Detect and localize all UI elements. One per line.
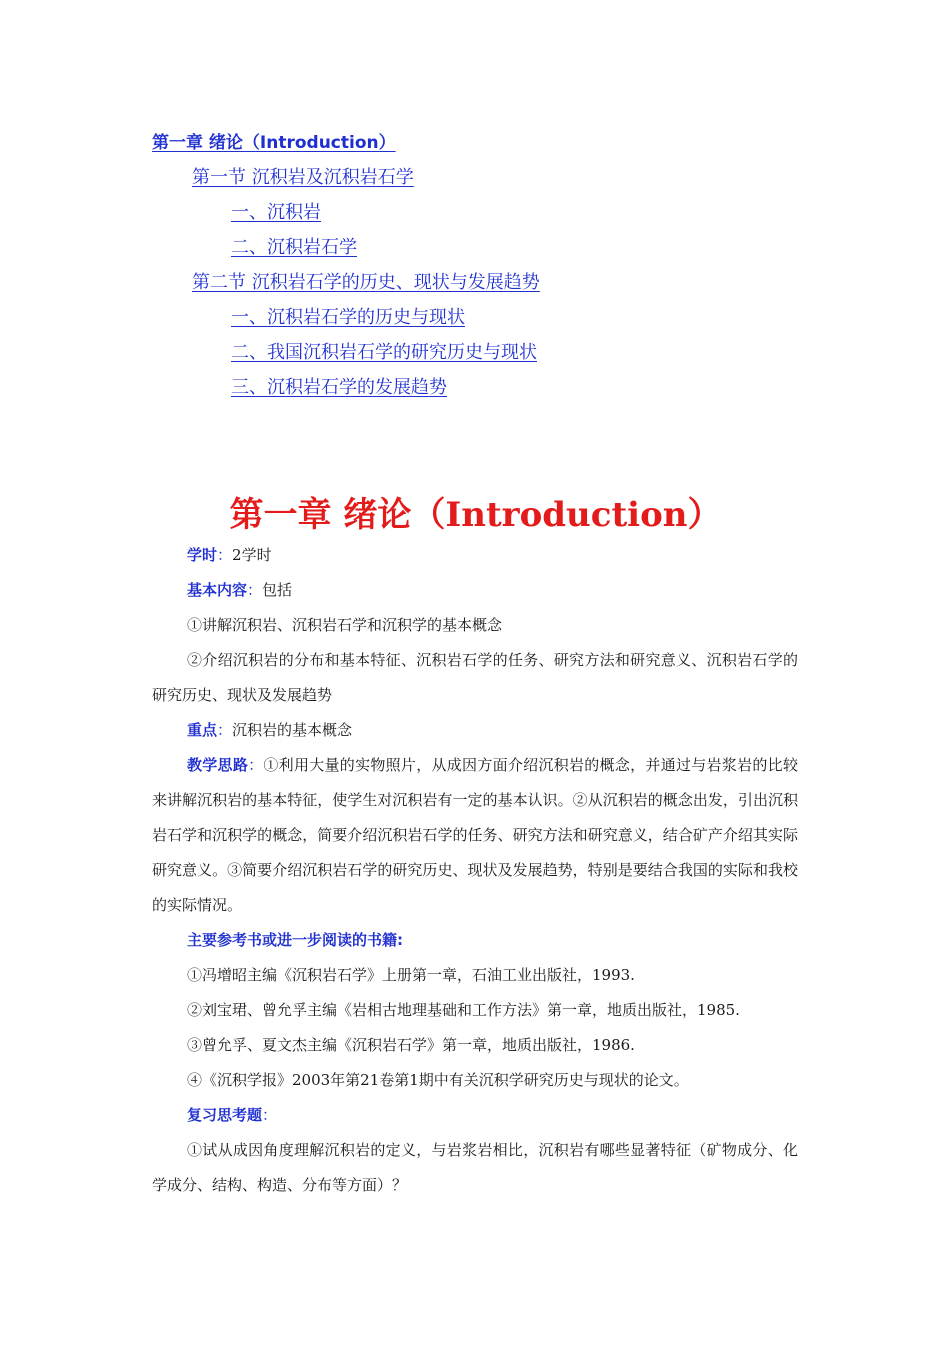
key-point-line bbox=[152, 713, 798, 748]
reference-item: ①冯增昭主编《沉积岩石学》上册第一章，石油工业出版社，1993. bbox=[187, 966, 635, 984]
basic-content-item: ①讲解沉积岩、沉积岩石学和沉积学的基本概念 bbox=[187, 616, 503, 634]
toc-section-1-link[interactable]: 第一节 沉积岩及沉积岩石学 bbox=[192, 167, 414, 188]
toc-section-1-2-link[interactable]: 二、沉积岩石学 bbox=[231, 237, 357, 258]
basic-content-sep: ： bbox=[247, 581, 263, 599]
teaching-approach-label: 教学思路 bbox=[187, 756, 249, 774]
key-point-value: 沉积岩的基本概念 bbox=[232, 721, 353, 739]
toc-section-2-2-link[interactable]: 二、我国沉积岩石学的研究历史与现状 bbox=[231, 342, 537, 363]
toc-section-2-1-link[interactable]: 一、沉积岩石学的历史与现状 bbox=[231, 307, 465, 328]
basic-content-item: ②介绍沉积岩的分布和基本特征、沉积岩石学的任务、研究方法和研究意义、沉积岩石学的研究历史、现状及发展趋势 bbox=[152, 651, 798, 704]
review-question: ①试从成因角度理解沉积岩的定义，与岩浆岩相比，沉积岩有哪些显著特征（矿物成分、化学成分、结构、构造、分布等方面）？ bbox=[152, 1141, 798, 1194]
basic-content-value: 包括 bbox=[262, 581, 293, 599]
chapter-title bbox=[0, 494, 951, 536]
chapter-title-latin: Introduction bbox=[445, 495, 688, 535]
chapter-title-close: ） bbox=[687, 495, 722, 535]
references-label: 主要参考书或进一步阅读的书籍 bbox=[187, 931, 398, 949]
reference-item: ②刘宝珺、曾允孚主编《岩相古地理基础和工作方法》第一章，地质出版社，1985. bbox=[187, 1001, 740, 1019]
hours-line bbox=[152, 538, 798, 573]
toc-section-1-1-link[interactable]: 一、沉积岩 bbox=[231, 202, 321, 223]
toc-section-2-3-link[interactable]: 三、沉积岩石学的发展趋势 bbox=[231, 377, 447, 398]
reference-item: ④《沉积学报》2003年第21卷第1期中有关沉积学研究历史与现状的论文。 bbox=[187, 1071, 689, 1089]
hours-sep: ： bbox=[217, 546, 233, 564]
basic-content-line bbox=[152, 573, 798, 608]
hours-label: 学时 bbox=[187, 546, 218, 564]
hours-value: 2学时 bbox=[232, 546, 272, 564]
reference-item: ③曾允孚、夏文杰主编《沉积岩石学》第一章，地质出版社，1986. bbox=[187, 1036, 635, 1054]
key-point-label: 重点 bbox=[187, 721, 218, 739]
review-sep: ： bbox=[262, 1106, 278, 1124]
chapter-title-cn: 第一章 绪论（ bbox=[229, 495, 446, 535]
references-sep: : bbox=[397, 931, 404, 949]
chapter-body bbox=[152, 538, 798, 1203]
teaching-approach-text: ①利用大量的实物照片，从成因方面介绍沉积岩的概念，并通过与岩浆岩的比较来讲解沉积岩的基本特征，使学生对沉积岩有一定的基本认识。②从沉积岩的概念出发，引出沉积岩石学和沉积学的概念，简要介绍沉积岩石学的任务、研究方法和研究意义，结合矿产介绍其实际研究意义。③简要介绍沉积岩石学的研究历史、现状及发展趋势，特别是要结合我国的实际和我校的实际情况。 bbox=[152, 756, 798, 914]
teaching-approach-sep: ： bbox=[248, 756, 264, 774]
basic-content-label: 基本内容 bbox=[187, 581, 248, 599]
teaching-approach-paragraph bbox=[152, 748, 798, 923]
toc-chapter-link[interactable]: 第一章 绪论（Introduction） bbox=[152, 133, 396, 153]
review-heading bbox=[152, 1098, 798, 1133]
key-point-sep: ： bbox=[217, 721, 233, 739]
references-heading bbox=[152, 923, 798, 958]
toc-section-2-link[interactable]: 第二节 沉积岩石学的历史、现状与发展趋势 bbox=[192, 272, 540, 293]
review-label: 复习思考题 bbox=[187, 1106, 263, 1124]
